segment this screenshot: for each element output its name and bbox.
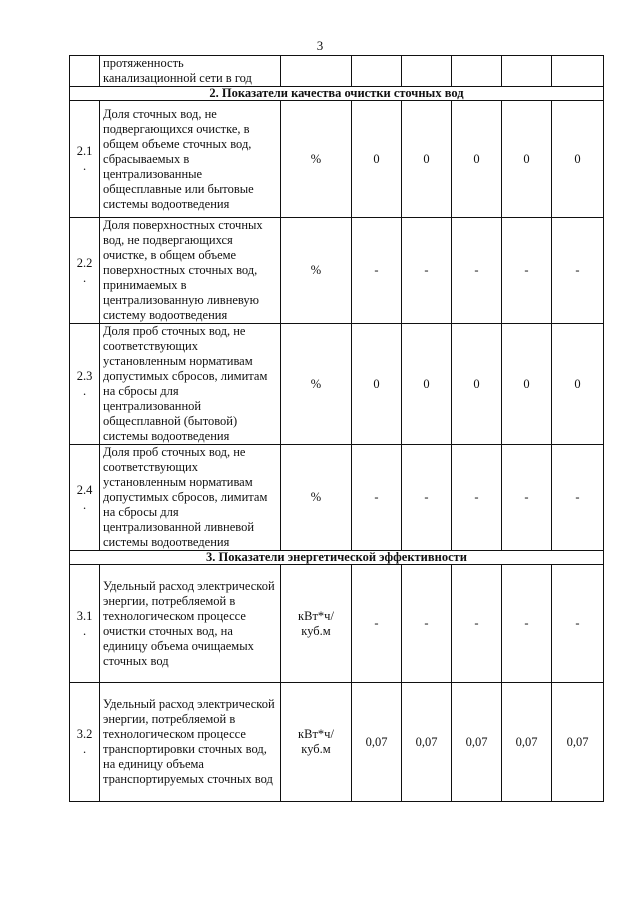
row-number-dot: . bbox=[82, 270, 87, 285]
row-number-value: 3.1 bbox=[76, 608, 93, 623]
indicator-name: протяженность канализационной сети в год bbox=[100, 56, 281, 87]
indicator-name: Доля сточных вод, не подвергающихся очистке, в общем объеме сточных вод, сбрасываемых в централизованные общесплавные или бытовые системы водоотведения bbox=[100, 101, 281, 218]
indicator-name: Доля поверхностных сточных вод, не подвергающихся очистке, в общем объеме поверхностных сточных вод, принимаемых в централизованную ливневую систему водоотведения bbox=[100, 218, 281, 324]
value-cell: - bbox=[502, 218, 552, 324]
value-cell: 0,07 bbox=[502, 683, 552, 802]
value-cell: 0 bbox=[552, 101, 604, 218]
section-title: 2. Показатели качества очистки сточных вод bbox=[70, 87, 604, 101]
row-number-value: 2.4 bbox=[76, 482, 93, 497]
table-row bbox=[70, 56, 604, 87]
page-number: 3 bbox=[316, 38, 324, 53]
row-number-value: 3.2 bbox=[76, 727, 93, 741]
value-cell: 0,07 bbox=[452, 683, 502, 802]
value-cell: 0 bbox=[502, 101, 552, 218]
value-cell: 0 bbox=[352, 324, 402, 445]
indicators-table bbox=[69, 55, 604, 802]
unit-cell: кВт*ч/ куб.м bbox=[281, 683, 352, 802]
value-cell: 0,07 bbox=[552, 683, 604, 802]
row-number bbox=[70, 324, 100, 445]
section-2-rows bbox=[70, 101, 604, 551]
table-row bbox=[70, 324, 604, 445]
row-number-value: 2.1 bbox=[76, 144, 93, 158]
table-row bbox=[70, 565, 604, 683]
section-title: 3. Показатели энергетической эффективности bbox=[70, 551, 604, 565]
row-number bbox=[70, 683, 100, 802]
row-number-value: 2.3 bbox=[76, 369, 93, 383]
unit-cell: % bbox=[281, 445, 352, 551]
value-cell: 0 bbox=[452, 324, 502, 445]
indicator-name: Удельный расход электрической энергии, потребляемой в технологическом процессе очистки сточных вод, на единицу объема очищаемых сточных вод bbox=[100, 565, 281, 683]
value-cell: - bbox=[402, 445, 452, 551]
value-cell: - bbox=[352, 565, 402, 683]
value-cell: 0 bbox=[402, 324, 452, 445]
unit-cell: кВт*ч/ куб.м bbox=[281, 565, 352, 683]
value-cell: 0 bbox=[552, 324, 604, 445]
section-header bbox=[70, 551, 604, 565]
value-cell: - bbox=[402, 218, 452, 324]
row-number bbox=[70, 218, 100, 324]
unit-cell: % bbox=[281, 101, 352, 218]
value-cell: - bbox=[452, 218, 502, 324]
value-cell: - bbox=[352, 445, 402, 551]
value-cell: - bbox=[502, 445, 552, 551]
row-number-dot: . bbox=[82, 742, 87, 756]
value-cell: - bbox=[552, 445, 604, 551]
row-number bbox=[70, 565, 100, 683]
indicator-name: Доля проб сточных вод, не соответствующих установленным нормативам допустимых сбросов, лимитам на сбросы для централизованной общесплавной (бытовой) системы водоотведения bbox=[100, 324, 281, 445]
table-row bbox=[70, 445, 604, 551]
value-cell: 0,07 bbox=[352, 683, 402, 802]
unit-cell: % bbox=[281, 218, 352, 324]
value-cell: 0 bbox=[502, 324, 552, 445]
table-row bbox=[70, 101, 604, 218]
indicator-name: Удельный расход электрической энергии, потребляемой в технологическом процессе транспортировки сточных вод, на единицу объема транспортируемых сточных вод bbox=[100, 683, 281, 802]
row-number-dot: . bbox=[82, 623, 87, 638]
section-3-rows bbox=[70, 565, 604, 802]
value-cell: - bbox=[552, 565, 604, 683]
value-cell: 0 bbox=[352, 101, 402, 218]
row-number-dot: . bbox=[82, 497, 87, 512]
unit-cell: % bbox=[281, 324, 352, 445]
value-cell: 0 bbox=[402, 101, 452, 218]
row-number-dot: . bbox=[82, 159, 87, 173]
value-cell: - bbox=[552, 218, 604, 324]
row-number bbox=[70, 445, 100, 551]
value-cell: 0,07 bbox=[402, 683, 452, 802]
row-number bbox=[70, 101, 100, 218]
table-row bbox=[70, 683, 604, 802]
value-cell: 0 bbox=[452, 101, 502, 218]
indicator-name: Доля проб сточных вод, не соответствующих установленным нормативам допустимых сбросов, лимитам на сбросы для централизованной ливневой системы водоотведения bbox=[100, 445, 281, 551]
section-header bbox=[70, 87, 604, 101]
value-cell: - bbox=[452, 565, 502, 683]
row-number-value: 2.2 bbox=[76, 255, 93, 270]
row-number-dot: . bbox=[82, 384, 87, 398]
table-row bbox=[70, 218, 604, 324]
value-cell: - bbox=[452, 445, 502, 551]
value-cell: - bbox=[502, 565, 552, 683]
value-cell: - bbox=[402, 565, 452, 683]
value-cell: - bbox=[352, 218, 402, 324]
